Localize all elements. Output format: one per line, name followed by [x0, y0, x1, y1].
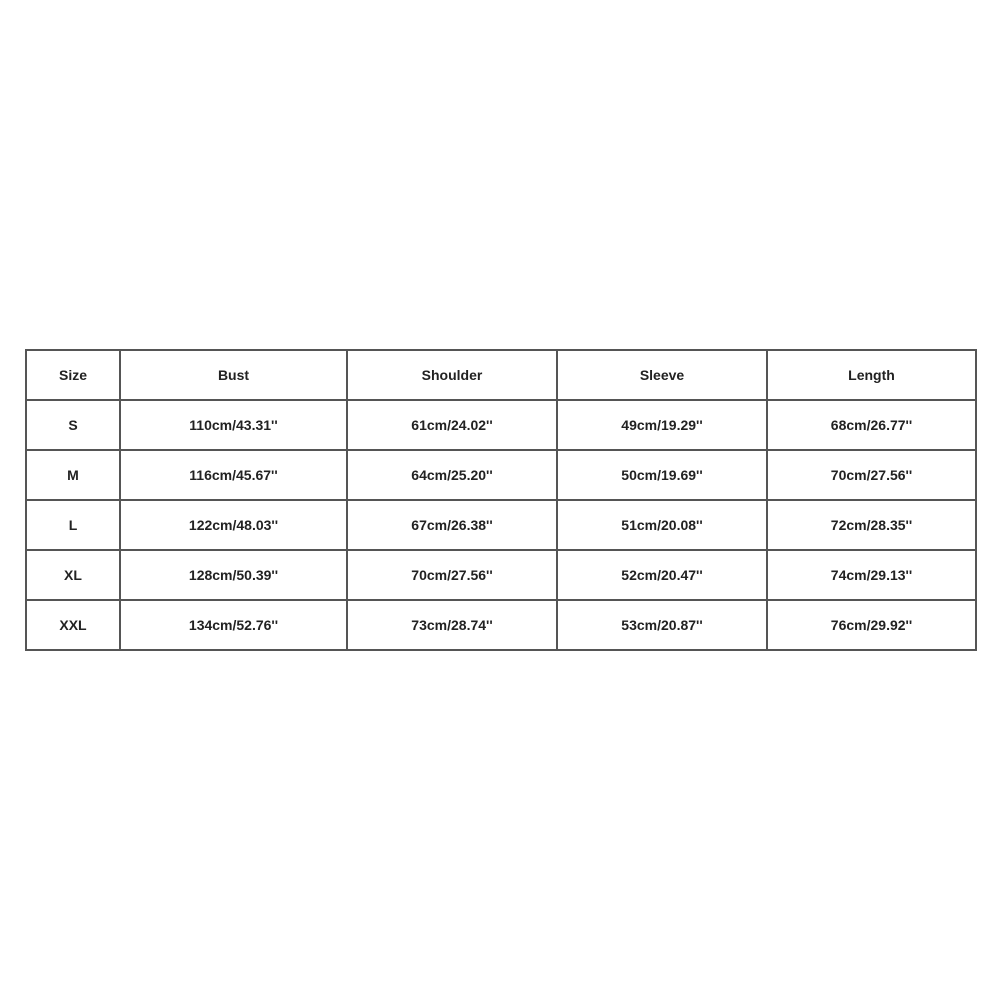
- cell-bust: 122cm/48.03'': [120, 500, 347, 550]
- cell-size: XL: [26, 550, 120, 600]
- cell-sleeve: 51cm/20.08'': [557, 500, 767, 550]
- table-row: [26, 600, 976, 650]
- cell-size: M: [26, 450, 120, 500]
- table-row: [26, 400, 976, 450]
- cell-size: S: [26, 400, 120, 450]
- cell-sleeve: 53cm/20.87'': [557, 600, 767, 650]
- table-row: [26, 550, 976, 600]
- cell-length: 72cm/28.35'': [767, 500, 976, 550]
- size-chart-table: [25, 349, 977, 651]
- cell-sleeve: 52cm/20.47'': [557, 550, 767, 600]
- cell-length: 68cm/26.77'': [767, 400, 976, 450]
- table-row: [26, 450, 976, 500]
- cell-length: 76cm/29.92'': [767, 600, 976, 650]
- cell-size: L: [26, 500, 120, 550]
- cell-shoulder: 73cm/28.74'': [347, 600, 557, 650]
- cell-size: XXL: [26, 600, 120, 650]
- cell-length: 74cm/29.13'': [767, 550, 976, 600]
- cell-bust: 116cm/45.67'': [120, 450, 347, 500]
- cell-sleeve: 50cm/19.69'': [557, 450, 767, 500]
- table-header-row: [26, 350, 976, 400]
- header-bust: Bust: [120, 350, 347, 400]
- header-size: Size: [26, 350, 120, 400]
- cell-length: 70cm/27.56'': [767, 450, 976, 500]
- header-length: Length: [767, 350, 976, 400]
- cell-bust: 110cm/43.31'': [120, 400, 347, 450]
- cell-shoulder: 64cm/25.20'': [347, 450, 557, 500]
- cell-bust: 134cm/52.76'': [120, 600, 347, 650]
- table-row: [26, 500, 976, 550]
- header-shoulder: Shoulder: [347, 350, 557, 400]
- cell-shoulder: 70cm/27.56'': [347, 550, 557, 600]
- cell-shoulder: 67cm/26.38'': [347, 500, 557, 550]
- cell-shoulder: 61cm/24.02'': [347, 400, 557, 450]
- cell-bust: 128cm/50.39'': [120, 550, 347, 600]
- cell-sleeve: 49cm/19.29'': [557, 400, 767, 450]
- header-sleeve: Sleeve: [557, 350, 767, 400]
